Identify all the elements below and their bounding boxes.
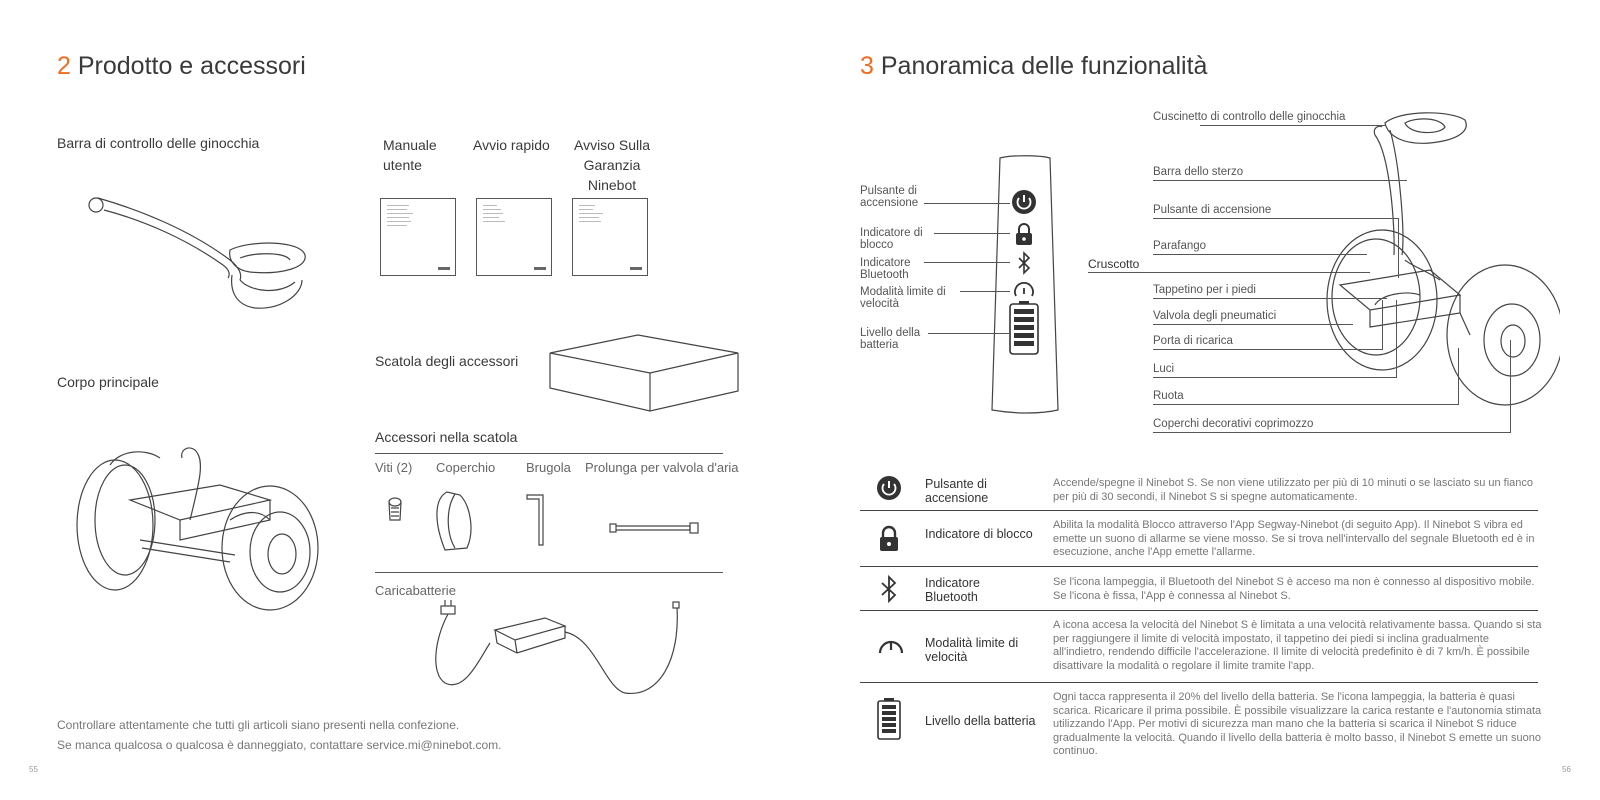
note-line-2: Se manca qualcosa o qualcosa è danneggiato, contattare service.mi@ninebot.com. (57, 738, 502, 752)
doc-label-quickstart: Avvio rapido (473, 137, 550, 153)
table-row (860, 465, 1538, 510)
table-row (860, 682, 1542, 763)
cover-illustration (437, 492, 471, 550)
feature-name: Indicatore di blocco (925, 527, 1033, 541)
feature-name: Pulsante di accensione (925, 477, 989, 505)
feature-description: Ogni tacca rappresenta il 20% del livello della batteria. Se l'icona lampeggia, la batteria è quasi scarica. Ricaricare il prima possibile. È possibile visualizzare la carica restante e l'autonomia stimata utilizzando l'App. Per motivi di sicurezza man mano che la batteria si scarica il Ninebot S riduce gradualmente la velocità. Quando il livello della batteria è molto basso, il Ninebot S emette un suono continuo. (1053, 691, 1542, 757)
dashboard-label: Cruscotto (1088, 257, 1140, 271)
box-contents-title: Accessori nella scatola (375, 429, 518, 445)
leader-line (1458, 348, 1459, 405)
divider (375, 453, 723, 454)
feature-description: Abilita la modalità Blocco attraverso l'App Segway-Ninebot (di seguito App). Il Ninebot S vibra ed emette un suono di allarme se viene mosso. Se si trova nell'intervallo del segnale Bluetooth ed è in esecuzione, anche l'App emette l'allarme. (1053, 519, 1535, 558)
section-title: Prodotto e accessori (77, 52, 306, 80)
leader-line (1510, 340, 1511, 433)
part-label-fender: Parafango (1153, 240, 1207, 252)
lock-icon (876, 525, 902, 553)
item-label-cover: Coperchio (436, 460, 496, 475)
charger-illustration (425, 598, 695, 698)
dashboard-panel-illustration (920, 150, 1070, 420)
knee-control-bar-illustration (80, 180, 320, 320)
main-body-label: Corpo principale (57, 374, 159, 390)
quick-start-booklet (476, 198, 552, 276)
divider (375, 572, 723, 573)
part-label-hub-covers: Coperchi decorativi coprimozzo (1153, 418, 1314, 430)
accessory-box-label: Scatola degli accessori (375, 353, 519, 369)
note-line-1: Controllare attentamente che tutti gli articoli siano presenti nella confezione. (57, 718, 460, 732)
speedometer-icon (876, 635, 906, 657)
leader-line (960, 291, 1010, 292)
user-manual-booklet (380, 198, 456, 276)
panel-label-power: Pulsante di accensione (860, 185, 919, 209)
item-label-hex-key: Brugola (526, 460, 571, 475)
leader-line (1153, 218, 1399, 219)
part-label-steering-bar: Barra dello sterzo (1153, 166, 1244, 178)
leader-line (1153, 324, 1353, 325)
feature-name: Livello della batteria (925, 714, 1036, 728)
table-row (860, 566, 1538, 611)
part-label-power-button: Pulsante di accensione (1153, 204, 1272, 216)
accessory-box-illustration (548, 333, 740, 415)
leader-line (934, 233, 1010, 234)
screw-illustration (389, 498, 401, 520)
leader-line (1153, 254, 1367, 255)
panel-label-battery: Livello della batteria (860, 327, 921, 351)
leader-line (1153, 432, 1511, 433)
leader-line (924, 203, 1010, 204)
box-accessories-illustrations (375, 490, 723, 562)
scooter-overview-illustration (1310, 105, 1560, 435)
section-title: Panoramica delle funzionalità (880, 52, 1208, 80)
leader-line (1153, 298, 1387, 299)
warranty-notice-booklet (572, 198, 648, 276)
main-body-illustration (70, 440, 335, 615)
right-page-heading (860, 52, 1207, 81)
left-page-heading (57, 52, 306, 81)
panel-label-lock: Indicatore di blocco (860, 227, 923, 251)
doc-label-manual: Manuale utente (383, 137, 437, 173)
leader-line (928, 333, 1010, 334)
feature-description: Accende/spegne il Ninebot S. Se non viene utilizzato per più di 10 minuti o se lasciato su un fianco per più di 30 secondi, il Ninebot S si spegne automaticamente. (1053, 477, 1534, 503)
item-label-valve-extension: Prolunga per valvola d'aria (585, 460, 739, 475)
leader-line (1153, 404, 1459, 405)
part-label-foot-mat: Tappetino per i piedi (1153, 284, 1256, 296)
feature-description: A icona accesa la velocità del Ninebot S è limitata a una velocità relativamente bassa. Quando si sta per raggiungere il limite di velocità impostato, il tappetino dei piedi si inclina gradualmente all'indietro, rendendo difficile l'accelerazione. Il limite di velocità predefinito è di 7 km/h. È possibile disattivare la modalità o regolare il limite tramite l'app. (1053, 619, 1542, 672)
page-number-right: 56 (1562, 765, 1571, 774)
part-label-lights: Luci (1153, 363, 1175, 375)
doc-label-warranty: Avviso Sulla Garanzia Ninebot (573, 137, 650, 193)
feature-name: Indicatore Bluetooth (925, 576, 980, 604)
table-row (860, 610, 1542, 683)
battery-icon (876, 697, 902, 741)
part-label-wheel: Ruota (1153, 390, 1184, 402)
panel-label-speed-limit: Modalità limite di velocità (860, 286, 946, 310)
leader-line (1396, 300, 1397, 378)
table-row (860, 510, 1538, 567)
feature-name: Modalità limite di velocità (925, 636, 1019, 664)
panel-label-bluetooth: Indicatore Bluetooth (860, 257, 911, 281)
section-number: 3 (860, 52, 874, 80)
knee-bar-label: Barra di controllo delle ginocchia (57, 135, 260, 151)
part-label-tire-valve: Valvola degli pneumatici (1153, 310, 1277, 322)
leader-line (1398, 218, 1399, 278)
bluetooth-icon (876, 574, 902, 604)
page-number-left: 55 (29, 765, 38, 774)
hex-key-illustration (527, 495, 543, 545)
item-label-screws: Viti (2) (375, 460, 413, 475)
leader-line (1200, 125, 1386, 126)
part-label-charging-port: Porta di ricarica (1153, 335, 1233, 347)
charger-label: Caricabatterie (375, 583, 456, 598)
leader-line (1153, 377, 1397, 378)
leader-line (924, 262, 1010, 263)
valve-extension-illustration (610, 523, 698, 533)
leader-line (1382, 300, 1383, 350)
feature-description: Se l'icona lampeggia, il Bluetooth del Ninebot S è acceso ma non è connesso al dispositivo mobile. Se l'icona è fissa, l'App è connessa al Ninebot S. (1053, 576, 1535, 602)
section-number: 2 (57, 52, 71, 80)
leader-line (1153, 180, 1407, 181)
leader-line (1153, 349, 1383, 350)
part-label-knee-pad: Cuscinetto di controllo delle ginocchia (1153, 111, 1346, 123)
power-icon (876, 475, 902, 501)
panel-power-icon (1012, 190, 1036, 214)
